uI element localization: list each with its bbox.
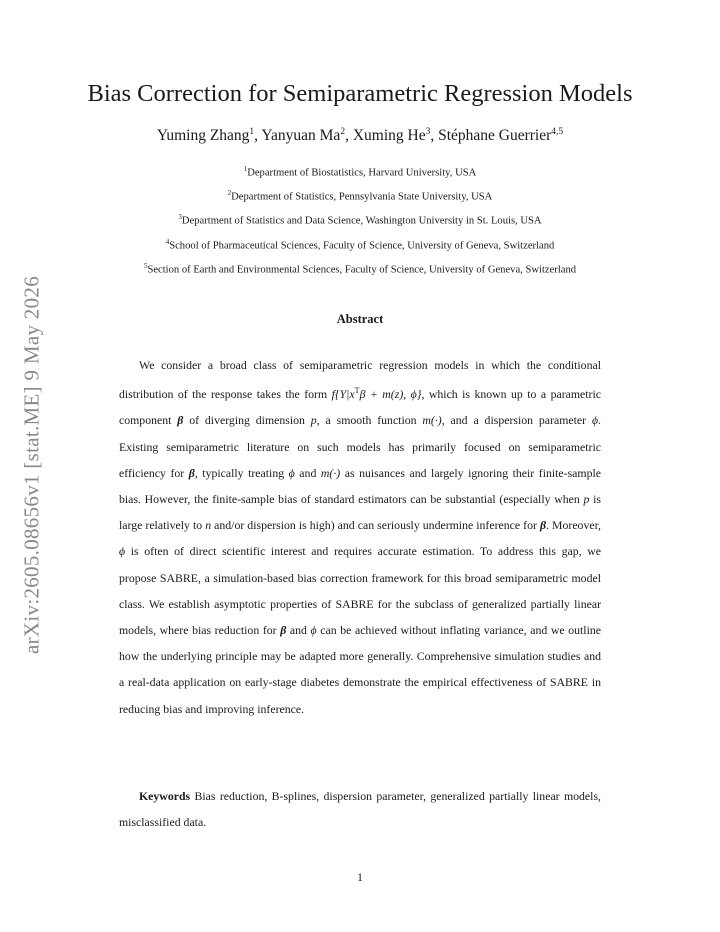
keywords-text: Bias reduction, B-splines, dispersion parameter, generalized partially linear models, misclassified data. [119, 789, 601, 830]
affiliation: $^3$Department of Statistics and Data Science, Washington University in St. Louis, USA [178, 213, 542, 227]
abstract-paragraph: We consider a broad class of semiparametric regression models in which the conditional distribution of the response takes the form $f\{Y|x^T\beta + m(z)$, ϕ}, which is known up to a parametric component β of diverging dimension p, a smooth function m(·), and a dispersion parameter ϕ. Existing semiparametric literature on such models has primarily focused on semiparametric efficiency for β, typically treating ϕ and m(·) as nuisances and largely ignoring their finite-sample bias. However, the finite-sample bias of standard estimators can be substantial (especially when p is large relatively to n and/or dispersion is high) and can seriously undermine inference for β. Moreover, ϕ is often of direct scientific interest and requires accurate estimation. To address this gap, we propose SABRE, a simulation-based bias correction framework for this broad semiparametric model class. We establish asymptotic properties of SABRE for the subclass of generalized partially linear models, where bias reduction for β and ϕ can be achieved without inflating variance, and we outline how the underlying principle may be adapted more generally. Comprehensive simulation studies and a real-data application on early-stage diabetes demonstrate the empirical effectiveness of SABRE in reducing bias and improving inference. [119, 358, 602, 716]
author: Yuming Zhang$^1$ [156, 127, 255, 145]
keywords-paragraph [119, 783, 601, 835]
arxiv-identifier: arXiv:2605.08656v1 [stat.ME] 9 May 2026 [19, 276, 44, 654]
author: Stéphane Guerrier$^{4,5}$ [438, 127, 564, 145]
affiliation: $^4$School of Pharmaceutical Sciences, Faculty of Science, University of Geneva, Switzerland [165, 237, 555, 252]
author: Xuming He$^3$ [352, 127, 431, 145]
author-list: Yuming Zhang$^1$, Yanyuan Ma$^2$, Xuming He$^3$, Stéphane Guerrier$^{4,5}$ [156, 127, 564, 145]
affiliation-list [60, 160, 660, 281]
page-number: 1 [357, 870, 363, 884]
affiliation: $^5$Section of Earth and Environmental Sciences, Faculty of Science, University of Geneva, Switzerland [143, 261, 577, 276]
affiliation: $^1$Department of Biostatistics, Harvard University, USA [243, 165, 477, 179]
paper-title: Bias Correction for Semiparametric Regression Models [87, 80, 633, 107]
arxiv-sidebar-stamp [12, 255, 52, 675]
keywords-label: Keywords [139, 789, 191, 803]
author: Yanyuan Ma$^2$ [261, 127, 346, 145]
abstract-heading: Abstract [336, 312, 384, 326]
affiliation: $^2$Department of Statistics, Pennsylvania State University, USA [227, 189, 493, 203]
